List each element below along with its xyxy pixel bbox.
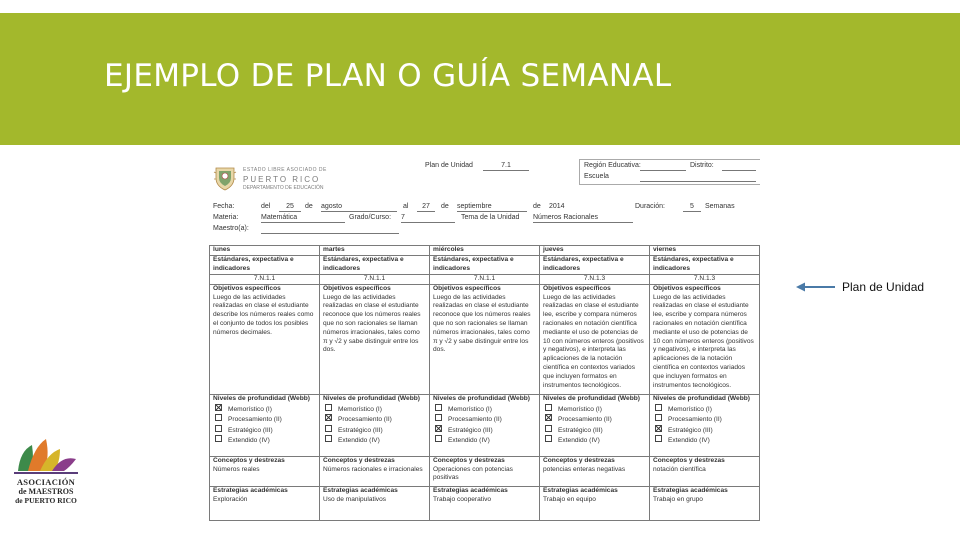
logo-line-1: ASOCIACIÓN bbox=[16, 477, 76, 487]
objectives-header: Objetivos específicos bbox=[650, 284, 760, 294]
agency-line-3: DEPARTAMENTO DE EDUCACIÓN bbox=[243, 185, 324, 191]
objectives-header: Objetivos específicos bbox=[540, 284, 650, 294]
webb-level-label: Memorístico (I) bbox=[448, 405, 492, 413]
strategies-header: Estrategias académicas bbox=[540, 486, 650, 496]
empty-checkbox-icon bbox=[655, 404, 662, 411]
empty-checkbox-icon bbox=[655, 435, 662, 442]
school-field bbox=[640, 172, 756, 182]
agency-line-2: PUERTO RICO bbox=[243, 175, 321, 184]
webb-header: Niveles de profundidad (Webb) bbox=[650, 394, 760, 404]
weekly-plan-document bbox=[207, 155, 760, 540]
empty-checkbox-icon bbox=[435, 404, 442, 411]
days-row bbox=[210, 246, 760, 256]
region-label: Región Educativa: bbox=[584, 162, 641, 169]
webb-level-label: Memorístico (I) bbox=[558, 405, 602, 413]
concepts-header-row bbox=[210, 456, 760, 466]
strategies-header: Estrategias académicas bbox=[430, 486, 540, 496]
year-of-label: de bbox=[533, 203, 541, 210]
date-from-day: 25 bbox=[279, 202, 301, 212]
concept-text: Números racionales e irracionales bbox=[320, 466, 430, 487]
checked-box-icon bbox=[435, 425, 442, 432]
webb-level-label: Procesamiento (II) bbox=[558, 416, 612, 424]
standards-header: Estándares, expectativa e indicadores bbox=[320, 256, 430, 275]
standard-code: 7.N.1.1 bbox=[210, 274, 320, 284]
checked-box-icon bbox=[325, 414, 332, 421]
day-header: lunes bbox=[210, 246, 320, 256]
webb-level-label: Procesamiento (II) bbox=[668, 416, 722, 424]
objective-text: Luego de las actividades realizadas en clase el estudiante describe los números reales como el conjunto de todos los posibles números decimales. bbox=[210, 294, 320, 395]
webb-level-item bbox=[653, 435, 756, 446]
date-to-label: al bbox=[403, 203, 409, 210]
webb-level-item bbox=[543, 425, 646, 436]
empty-checkbox-icon bbox=[215, 425, 222, 432]
day-header: jueves bbox=[540, 246, 650, 256]
plan-label: Plan de Unidad bbox=[425, 162, 473, 169]
webb-header: Niveles de profundidad (Webb) bbox=[430, 394, 540, 404]
webb-level-item bbox=[213, 435, 316, 446]
concepts-header: Conceptos y destrezas bbox=[210, 456, 320, 466]
objective-text: Luego de las actividades realizadas en clase el estudiante lee, escribe y compara números racionales en notación científica mediante el uso de potencias de 10 con números enteros (positivos y negativos), e interpreta las aplicaciones de la notación científica en contextos variados que incluyen formatos en instrumentos tecnológicos. bbox=[540, 294, 650, 395]
empty-checkbox-icon bbox=[545, 404, 552, 411]
strategies-header: Estrategias académicas bbox=[210, 486, 320, 496]
webb-level-label: Procesamiento (II) bbox=[338, 416, 392, 424]
webb-level-label: Extendido (IV) bbox=[228, 437, 270, 445]
logo-line-2: de MAESTROS bbox=[18, 487, 74, 496]
concepts-header: Conceptos y destrezas bbox=[320, 456, 430, 466]
standards-header: Estándares, expectativa e indicadores bbox=[430, 256, 540, 275]
date-from-month: agosto bbox=[321, 202, 397, 212]
school-label: Escuela bbox=[584, 173, 609, 180]
webb-level-item bbox=[213, 414, 316, 425]
strategies-header: Estrategias académicas bbox=[320, 486, 430, 496]
day-header: martes bbox=[320, 246, 430, 256]
empty-checkbox-icon bbox=[435, 435, 442, 442]
webb-levels-cell bbox=[540, 404, 650, 457]
webb-level-item bbox=[433, 425, 536, 436]
theme-label: Tema de la Unidad bbox=[461, 214, 520, 221]
empty-checkbox-icon bbox=[435, 414, 442, 421]
slide-title: EJEMPLO DE PLAN O GUÍA SEMANAL bbox=[104, 58, 672, 94]
agency-name bbox=[243, 166, 327, 193]
webb-level-label: Extendido (IV) bbox=[668, 437, 710, 445]
weekly-plan-table bbox=[209, 245, 760, 521]
webb-level-item bbox=[433, 435, 536, 446]
webb-level-item bbox=[433, 414, 536, 425]
arrow-left-icon bbox=[796, 281, 836, 293]
standard-code: 7.N.1.1 bbox=[430, 274, 540, 284]
webb-level-label: Estratégico (III) bbox=[338, 426, 383, 434]
checked-box-icon bbox=[545, 414, 552, 421]
objective-text: Luego de las actividades realizadas en clase el estudiante reconoce que los números reales que no son racionales se llaman números irracionales, tales como π y √2 y sabe distinguir entre los dos. bbox=[430, 294, 540, 395]
webb-level-label: Extendido (IV) bbox=[338, 437, 380, 445]
empty-checkbox-icon bbox=[215, 435, 222, 442]
webb-header: Niveles de profundidad (Webb) bbox=[540, 394, 650, 404]
standard-code: 7.N.1.1 bbox=[320, 274, 430, 284]
subject-label: Materia: bbox=[213, 214, 239, 221]
webb-level-label: Estratégico (III) bbox=[558, 426, 603, 434]
webb-level-item bbox=[543, 404, 646, 415]
webb-level-item bbox=[323, 435, 426, 446]
concept-text: notación científica bbox=[650, 466, 760, 487]
date-from-label: del bbox=[261, 203, 271, 210]
empty-checkbox-icon bbox=[325, 435, 332, 442]
empty-checkbox-icon bbox=[545, 435, 552, 442]
strategy-text: Trabajo en grupo bbox=[650, 496, 760, 521]
district-field bbox=[722, 161, 756, 171]
plan-value: 7.1 bbox=[483, 161, 529, 171]
webb-level-item bbox=[543, 414, 646, 425]
standards-header: Estándares, expectativa e indicadores bbox=[540, 256, 650, 275]
webb-levels-cell bbox=[210, 404, 320, 457]
duration-label: Duración: bbox=[635, 203, 665, 210]
strategies-header: Estrategias académicas bbox=[650, 486, 760, 496]
webb-level-item bbox=[433, 404, 536, 415]
concept-text: Números reales bbox=[210, 466, 320, 487]
empty-checkbox-icon bbox=[215, 414, 222, 421]
concepts-row bbox=[210, 466, 760, 487]
concepts-header: Conceptos y destrezas bbox=[430, 456, 540, 466]
checked-box-icon bbox=[215, 404, 222, 411]
webb-levels-cell bbox=[320, 404, 430, 457]
empty-checkbox-icon bbox=[325, 425, 332, 432]
webb-levels-cell bbox=[650, 404, 760, 457]
webb-level-label: Memorístico (I) bbox=[668, 405, 712, 413]
region-box bbox=[579, 159, 760, 185]
theme-value: Números Racionales bbox=[533, 213, 633, 223]
subject-value: Matemática bbox=[261, 213, 345, 223]
objectives-header: Objetivos específicos bbox=[430, 284, 540, 294]
grade-value: 7 bbox=[401, 213, 455, 223]
strategy-text: Exploración bbox=[210, 496, 320, 521]
webb-row bbox=[210, 404, 760, 457]
date-from-of-label: de bbox=[305, 203, 313, 210]
teacher-field bbox=[261, 224, 399, 234]
webb-level-label: Estratégico (III) bbox=[448, 426, 493, 434]
standards-header-row bbox=[210, 256, 760, 275]
webb-level-item bbox=[213, 425, 316, 436]
day-header: miércoles bbox=[430, 246, 540, 256]
standards-header: Estándares, expectativa e indicadores bbox=[650, 256, 760, 275]
concepts-header: Conceptos y destrezas bbox=[650, 456, 760, 466]
logo-line-3: de PUERTO RICO bbox=[15, 496, 77, 505]
concepts-header: Conceptos y destrezas bbox=[540, 456, 650, 466]
weeks-label: Semanas bbox=[705, 203, 735, 210]
objective-text: Luego de las actividades realizadas en clase el estudiante lee, escribe y compara números racionales en notación científica mediante el uso de potencias de 10 con números enteros (positivos y negativos), e interpreta las aplicaciones de la notación científica en contextos variados que incluyen formatos en instrumentos tecnológicos. bbox=[650, 294, 760, 395]
webb-level-item bbox=[653, 404, 756, 415]
webb-levels-cell bbox=[430, 404, 540, 457]
date-to-of-label: de bbox=[441, 203, 449, 210]
year-value: 2014 bbox=[549, 203, 565, 210]
district-label: Distrito: bbox=[690, 162, 714, 169]
strategies-header-row bbox=[210, 486, 760, 496]
agency-line-1: ESTADO LIBRE ASOCIADO DE bbox=[243, 167, 327, 173]
webb-level-label: Estratégico (III) bbox=[668, 426, 713, 434]
webb-level-item bbox=[543, 435, 646, 446]
webb-level-label: Extendido (IV) bbox=[558, 437, 600, 445]
webb-level-label: Extendido (IV) bbox=[448, 437, 490, 445]
webb-level-item bbox=[323, 404, 426, 415]
standards-header: Estándares, expectativa e indicadores bbox=[210, 256, 320, 275]
objectives-header: Objetivos específicos bbox=[210, 284, 320, 294]
objectives-header: Objetivos específicos bbox=[320, 284, 430, 294]
objectives-row bbox=[210, 294, 760, 395]
date-label: Fecha: bbox=[213, 203, 235, 210]
empty-checkbox-icon bbox=[325, 404, 332, 411]
webb-level-label: Estratégico (III) bbox=[228, 426, 273, 434]
webb-level-item bbox=[323, 414, 426, 425]
webb-level-label: Memorístico (I) bbox=[338, 405, 382, 413]
webb-level-label: Procesamiento (II) bbox=[228, 416, 282, 424]
date-to-month: septiembre bbox=[457, 202, 527, 212]
standard-code: 7.N.1.3 bbox=[540, 274, 650, 284]
region-field bbox=[640, 161, 686, 171]
concept-text: Operaciones con potencias positivas bbox=[430, 466, 540, 487]
day-header: viernes bbox=[650, 246, 760, 256]
webb-level-label: Procesamiento (II) bbox=[448, 416, 502, 424]
strategy-text: Trabajo cooperativo bbox=[430, 496, 540, 521]
government-seal-icon bbox=[213, 165, 237, 191]
strategies-row bbox=[210, 496, 760, 521]
objectives-header-row bbox=[210, 284, 760, 294]
date-to-day: 27 bbox=[417, 202, 435, 212]
standard-code: 7.N.1.3 bbox=[650, 274, 760, 284]
webb-header-row bbox=[210, 394, 760, 404]
webb-level-item bbox=[653, 425, 756, 436]
concept-text: potencias enteras negativas bbox=[540, 466, 650, 487]
checked-box-icon bbox=[655, 425, 662, 432]
strategy-text: Trabajo en equipo bbox=[540, 496, 650, 521]
strategy-text: Uso de manipulativos bbox=[320, 496, 430, 521]
duration-value: 5 bbox=[683, 202, 701, 212]
webb-level-label: Memorístico (I) bbox=[228, 405, 272, 413]
webb-level-item bbox=[653, 414, 756, 425]
webb-header: Niveles de profundidad (Webb) bbox=[210, 394, 320, 404]
callout-label: Plan de Unidad bbox=[842, 280, 925, 294]
empty-checkbox-icon bbox=[545, 425, 552, 432]
teacher-label: Maestro(a): bbox=[213, 225, 249, 232]
empty-checkbox-icon bbox=[655, 414, 662, 421]
standards-row bbox=[210, 274, 760, 284]
top-strip bbox=[0, 0, 960, 13]
webb-header: Niveles de profundidad (Webb) bbox=[320, 394, 430, 404]
webb-level-item bbox=[213, 404, 316, 415]
association-logo-text bbox=[10, 478, 82, 505]
webb-level-item bbox=[323, 425, 426, 436]
objective-text: Luego de las actividades realizadas en clase el estudiante reconoce que los números reales que no son racionales se llaman números irracionales, tales como π y √2 y sabe distinguir entre los dos. bbox=[320, 294, 430, 395]
grade-label: Grado/Curso: bbox=[349, 214, 392, 221]
